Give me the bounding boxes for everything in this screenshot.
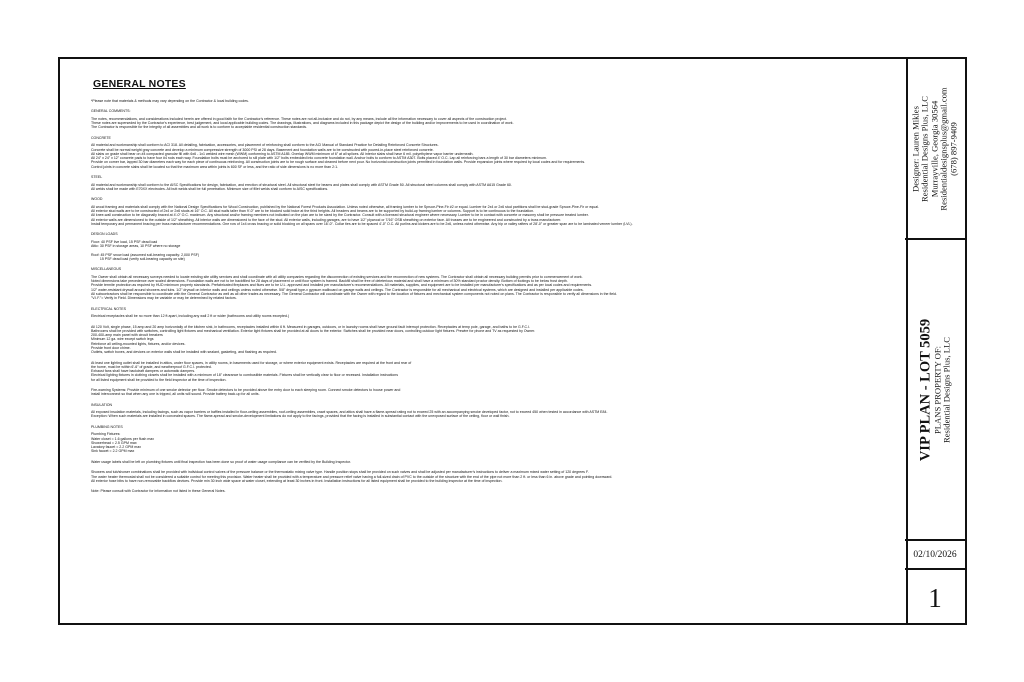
note-line: 15 PSF dead load (verify soil-bearing capacity on site) xyxy=(91,256,185,261)
designer-name: Designer: Lauren Mikles xyxy=(910,105,921,192)
note-line: Showers and tub/shower combinations shall be provided with individual control valves of the pressure balance or the thermostatic mixing valve type. Handle position stops shall be provided on such valves and shall be adjusted per manufacturer's instructions to deliver a maximum mixed water setting of 120 degrees F. xyxy=(91,470,589,475)
plan-info xyxy=(918,318,953,460)
note-line: All exterior walls are dimensioned to the outside of 1/2" sheathing. All interior walls are dimensioned to the face of the stud. All exterior walls, including garages, are to have 1/2" plywood or 7/16" OSB sheathing on exterior face. All trusses are to be engineered and constructed by a truss manufacturer. xyxy=(91,217,562,222)
note-line: Provide termite protection as required by HUD minimum property standards. Prefabricated fireplaces and flues are to be U.L. approved and installed per manufacturer's recommendations. All materials, supplies, and equipment are to be installed per manufacturer's specifications and as per local codes and requirements. xyxy=(91,283,593,288)
note-line: Sink faucet = 2.2 GPM max xyxy=(91,449,135,454)
designer-phone: (678) 897-9409 xyxy=(948,121,959,176)
note-line: All material and workmanship shall conform to the AISC Specifications for design, fabrication, and erection of structural steel. All structural steel for beams and plates shall comply with ASTM Grade 50. All structural steel columns shall comply with ASTM A615 Grade 60. xyxy=(91,182,512,187)
plumbing-notes-title: PLUMBING NOTES xyxy=(91,424,123,429)
note-line: Plumbing Fixtures: xyxy=(91,432,121,437)
note-line: Exception: When such materials are installed in concealed spaces. The flame-spread and smoke-development limitations do not apply to the facings, provided that the facing is installed in substantial contact with the unexposed surface of the ceiling, floor or wall finish. xyxy=(91,414,510,419)
note-line: Concrete shall be normal weight gray concrete and develop a minimum compressive strength of 3000 PSI at 28 days. Basement and foundation walls are to be constructed with poured-in-place steel reinforced concrete. xyxy=(91,147,434,152)
miscellaneous-title: MISCELLANEOUS xyxy=(91,267,122,272)
drawing-sheet xyxy=(58,57,967,625)
note-line: Minimum 12 ga. wire except switch legs xyxy=(91,337,154,342)
concrete-title: CONCRETE xyxy=(91,135,111,140)
general-notes-heading: GENERAL NOTES xyxy=(93,78,186,90)
note-line: Showerhead = 2.5 GPM max xyxy=(91,440,137,445)
note-line: Provide on corner bar, lapped 30 bar diameters each way for each piece of continuous reinforcing. All construction joints are to be rough surface and cleaned before next pour. No horizontal construction joints permitted in foundation walls. Provide expansion joints where required by local codes and for requirements. xyxy=(91,160,586,165)
note-line: Electrical lighting fixtures in clothing closets shall be installed with a minimum of 18" clearance to combustible materials. Fixtures shall be vertically clear to floor or recessed. Installation instructions xyxy=(91,373,399,378)
note-line: "V.I.F."= Verify in Field. Dimensions may be variable or may be determined by related factors. xyxy=(91,296,237,301)
note-line: 200-400-amp main panel with circuit breakers xyxy=(91,333,163,338)
note-line: 1/2" water-resistant drywall around showers and tubs. 1/2" drywall on interior walls and ceilings unless noted otherwise. 5/8" drywall type-x gypsum wallboard on garage walls and ceilings. The Contractor is responsible for all mechanical and electrical systems, which are designed and installed per applicable codes. xyxy=(91,287,584,292)
note-line: All exterior hose bibs to have non-removable backflow devices. Provide min 30 inch wide space at water closet, extending at least 30 inches in front. Installation instructions for all listed equipment shall be provided to the building inspector at the time of inspection. xyxy=(91,478,503,483)
note-line: All 120 Volt, single phase, 15 amp and 20 amp horizontally of the kitchen sink, in bathrooms, receptacles installed within 6 ft. Measured in garages, outdoors, or in laundry rooms shall have ground fault interrupt protection. Receptacles at temp pole, garage, and baths to be G.F.C.I. xyxy=(91,324,531,329)
design-loads-title: DESIGN LOADS xyxy=(91,232,118,237)
electrical-notes-title: ELECTRICAL NOTES xyxy=(91,306,126,311)
note-line: Water closet = 1.6 gallons per flush max xyxy=(91,436,155,441)
note-line: The notes, recommendations, and considerations included herein are offered in good faith for the Contractor's reference. These notes are not all-inclusive and do not, by any means, include all the information necessary to cover all aspects of the construction project. xyxy=(91,116,507,121)
note-line: Floor: 40 PSF live load, 15 PSF dead load xyxy=(91,239,158,244)
note-line: All wood framing and materials shall comply with the National Design Specifications for Wood Construction, published by the National Forest Products Association. Unless noted otherwise, all framing lumber to be Spruce-Pine-Fir #2 or equal. Lumber for 2x4 or 2x6 stud partitions shall be stud-grade Spruce-Pine-Fir or equal. xyxy=(91,204,599,209)
note-line: All exterior stud walls are to be constructed of 2x4 or 2x6 studs at 16" O.C. All stud walls taller than 9'-0" are to be blocked solid twice at the third heights. All headers and beams are to be supported by build-up framing lumber or columns. Support is to be continuous to the foundation. xyxy=(91,209,535,214)
plan-title-cell xyxy=(905,240,965,541)
note-line: Provide front door chime. xyxy=(91,345,131,350)
note-line: The water heater thermostat shall not be considered a suitable control for meeting this provision. Water heater shall be provided with a temperature and pressure relief valve having a full-sized drain of PVC to the outside of the structure with the end of the pipe not more than 2 ft. or less than 6 in. above grade and pointing downward. xyxy=(91,474,613,479)
plans-property-label: PLANS PROPERTY OF: xyxy=(932,345,943,434)
plan-title: VIP PLAN - LOT 5059 xyxy=(917,318,934,461)
note-line: Water usage labels shall be left on plumbing fixtures until final inspection has been done so proof of water usage compliance can be verified by the Building Inspector. xyxy=(91,459,351,464)
designer-info xyxy=(911,87,958,210)
title-block xyxy=(905,59,965,623)
note-line: Lavatory faucet = 2.2 GPM max xyxy=(91,445,141,450)
note-line: Control joints in concrete slabs shall be located so that the maximum area within joints is 600 SF or less, and the ratio of side dimensions is no more than 2:1. xyxy=(91,164,339,169)
date-cell xyxy=(905,541,965,570)
note-line: the home, must be within 6'-6" of grade, and weatherproof G.F.C.I. protected. xyxy=(91,364,212,369)
note-line: install interconnect so that when any one is tripped, all units will sound. Provide battery back-up for all units. xyxy=(91,392,260,397)
designer-email: Residentialdesignsplus@gmail.com xyxy=(938,86,949,211)
note-line: Exhaust fans shall have backdraft dampers or automatic dampers. xyxy=(91,369,196,374)
designer-company: Residential Designs Plus, LLC xyxy=(919,95,930,202)
sheet-date: 02/10/2026 xyxy=(913,549,957,560)
note-line: Roof: 45 PSF snow load (assumed soil-bearing capacity: 2,000 PSF) xyxy=(91,252,200,257)
general-notes-panel xyxy=(60,59,908,623)
designer-location: Murrayville, Georgia 30564 xyxy=(929,100,940,197)
closing-note: Note: Please consult with Contractor for information not listed in these General Notes. xyxy=(91,489,226,494)
sheet-number-cell xyxy=(905,570,965,627)
note-line: At least one lighting outlet shall be installed in attics, under floor spaces, in utility rooms, in basements used for storage, or where exterior equipment exists. Receptacles are required at the front and rear of xyxy=(91,360,412,365)
wood-title: WOOD xyxy=(91,197,103,202)
designer-info-cell xyxy=(905,59,965,240)
sheet-number: 1 xyxy=(928,583,942,613)
note-line: Bathrooms shall be provided with switches, controlling light fixtures and mechanical ventilation. Exterior light fixtures shall be provided at all doors to the exterior. Switches shall be provided near doors, controlling outdoor light fixtures. Prewire for phone and TV as requested by Owner. xyxy=(91,328,536,333)
plans-owner: Residential Designs Plus, LLC xyxy=(942,336,952,443)
note-line: All knee-wall construction to be diagonally braced at 4'-0" O.C. maximum. Any structural and/or framing members not indicated on the plan are to be sized by the Contractor. Consult with a licensed structural engineer where necessary. Lumber to be in contact with concrete or masonry shall be pressure treated lumber. xyxy=(91,213,589,218)
note-line: All 24" x 24" x 12" concrete pads to have four #4 rods each way. Foundation bolts must be anchored to sill plate with 1/2" bolts embedded into concrete foundation wall. Anchor bolts to conform to ASTM A307. Bolts placed 4' O.C. Lap all reinforcing bars a length of 30 bar diameters minimum. xyxy=(91,156,547,161)
note-line: These notes are superseded by the Contractor's experience, best judgement, and local applicable building codes. The drawings, illustrations, and diagrams included in this package depict the design of the building and/or improvements to be used in coordination of work. xyxy=(91,121,514,126)
note-line: All subcontractors shall be responsible to coordinate with the General Contractor as well as all other trades as necessary. The General Contractor will coordinate with the Owner with regard to the location of fixtures and mechanical system components not noted on plans. The Contractor is responsible to verify all dimensions in the field. xyxy=(91,291,617,296)
note-line: Install temporary and permanent bracing per truss manufacturer recommendations. One row of 1x4 cross bracing or solid blocking on all spans over 16'-0". Collar ties are to be spaced 4'-0" O.C. All purlins and kickers are to be 2x6, unless noted otherwise. Any hip or valley rafters of 28'-0" or greater span are to be laminated veneer lumber (LVL). xyxy=(91,221,633,226)
note-line: All exposed insulation materials, including facings, such as vapor barriers or baffles installed in floor-ceiling assemblies, roof-ceiling assemblies, crawl spaces, and attics shall have a flame-spread rating not to exceed 25 with an accompanying smoke developed factor, not to exceed 450 when tested in accordance with ASTM E84. xyxy=(91,410,608,415)
note-line: All welds shall be made with E70XX electrodes. All butt welds shall be full penetration. Minimum size of fillet welds shall conform to AISC specifications. xyxy=(91,186,329,191)
note-line: Electrical receptacles shall be no more than 12 ft apart, including any wall 2 ft or wider (bathrooms and utility rooms excepted.) xyxy=(91,314,290,319)
insulation-title: INSULATION xyxy=(91,402,113,407)
note-line: for all listed equipment shall be provided to the field inspector at the time of inspection. xyxy=(91,377,227,382)
note-line: Noted dimensions take precedence over scaled dimensions. Foundation walls are not to be backfilled for 28 days of placement or until floor system is framed. Backfill shall be free of deleterious material and shall have a minimum of 30% standard proctor density. Bottom of footings to be below frost depth. xyxy=(91,279,568,284)
note-line: Attic: 30 PSF in storage areas, 10 PSF where no storage xyxy=(91,244,181,249)
note-line: All material and workmanship shall conform to ACI 318. All detailing, fabrication, accessories, and placement of reinforcing shall conform to the ACI Manual of Standard Practice for Detailing Reinforced Concrete Structures. xyxy=(91,143,439,148)
note-line: All slabs on grade shall bear on #4 compacted granular fill with 6x6 - 1x1 welded wire mesh (WWM) conforming to ASTM A185. Overlap WWM minimum of 6" at all splices. All interior slabs shall have 6 mil. polyethylene vapor barrier underneath. xyxy=(91,151,474,156)
note-line: Fire-warning Systems: Provide minimum of one smoke detector per floor. Smoke detectors to be provided above the entry door to each sleeping room. Connect smoke detectors to house power and xyxy=(91,388,401,392)
intro-note: *Please note that materials & methods may vary depending on the Contractor & local building codes. xyxy=(91,99,249,103)
note-line: Reinforce all ceiling-mounted lights, fixtures, and/or devices. xyxy=(91,341,186,346)
note-line: Outlets, switch boxes, and devices on exterior walls shall be installed with sealant, gasketing, and flashing as required. xyxy=(91,350,277,355)
general-comments-title: GENERAL COMMENTS: xyxy=(91,109,131,114)
note-line: The Owner shall obtain all necessary surveys needed to locate existing site utility services and shall coordinate with all utility companies regarding the disconnection of existing services and the reconnection of new systems. The Contractor shall obtain all necessary building permits prior to commencement of work. xyxy=(91,274,583,279)
note-line: The Contractor is responsible for the integrity of all assemblies and all work is to conform to acceptable residential construction standards. xyxy=(91,125,308,130)
steel-title: STEEL xyxy=(91,175,103,180)
